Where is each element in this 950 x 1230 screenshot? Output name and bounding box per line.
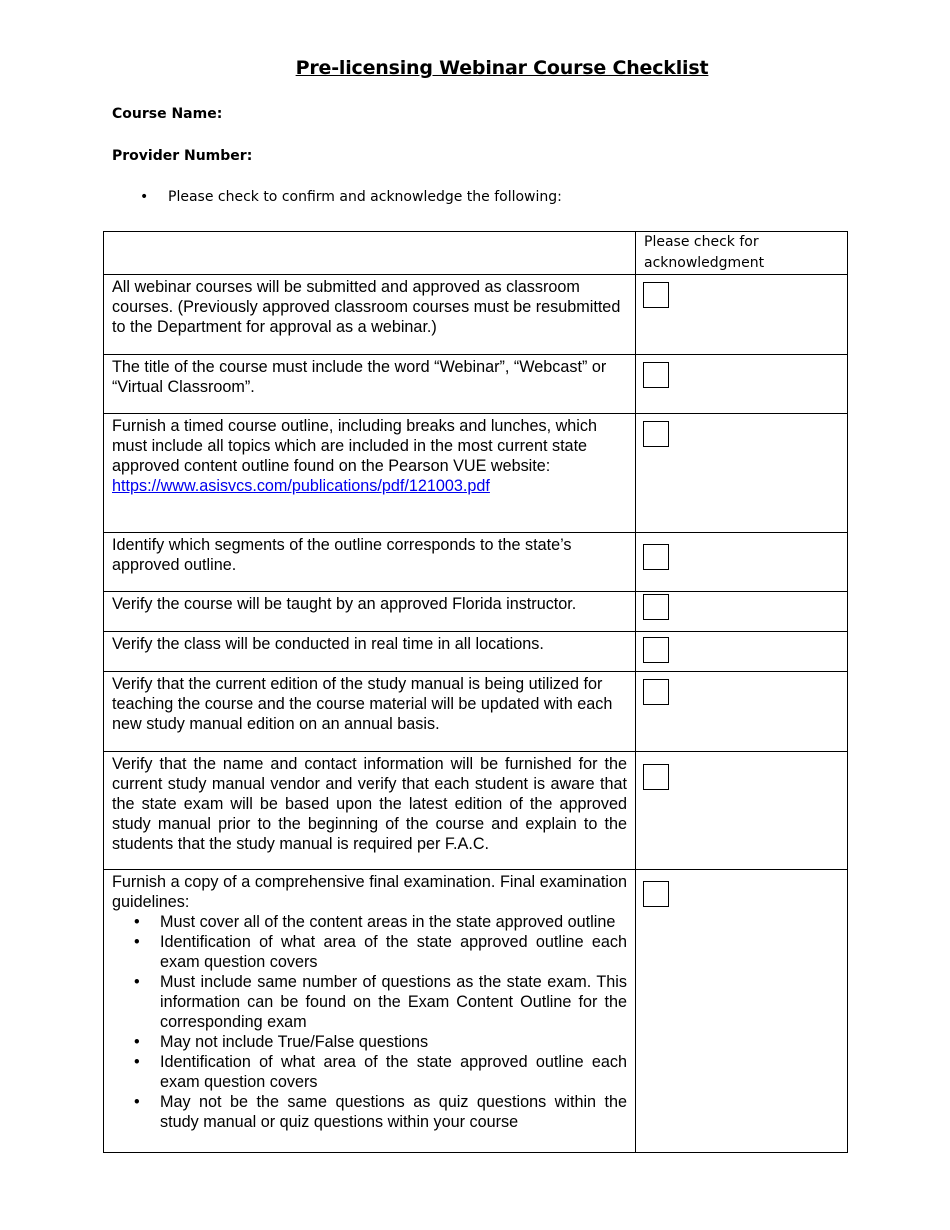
acknowledge-checkbox[interactable]: [643, 282, 669, 308]
row-text: Identify which segments of the outline corresponds to the state’s approved outline.: [104, 533, 636, 592]
exam-guidelines-list: [112, 912, 627, 1132]
table-row: [104, 752, 848, 870]
row-check-cell: [636, 592, 848, 632]
list-item: • Identification of what area of the state approved outline each exam question covers: [160, 1052, 627, 1092]
acknowledge-checkbox[interactable]: [643, 679, 669, 705]
acknowledge-checkbox[interactable]: [643, 594, 669, 620]
row-text: The title of the course must include the word “Webinar”, “Webcast” or “Virtual Classroom”.: [104, 355, 636, 414]
row-check-cell: [636, 275, 848, 355]
intro-text: Please check to confirm and acknowledge the following:: [168, 189, 562, 205]
table-row: [104, 533, 848, 592]
row-text: Verify the class will be conducted in real time in all locations.: [104, 632, 636, 672]
table-header-row: [104, 232, 848, 275]
checklist-table: [103, 231, 848, 1153]
row-text: Furnish a timed course outline, including breaks and lunches, which must include all topics which are included in the most current state approved content outline found on the Pearson VUE website:: [112, 417, 597, 475]
row-text: Verify that the name and contact information will be furnished for the current study manual vendor and verify that each student is aware that the state exam will be based upon the latest edition of the approved study manual prior to the beginning of the course and explain to the students that the study manual is required per F.A.C.: [104, 752, 636, 870]
header-check-cell: [636, 232, 848, 275]
list-item: • Must cover all of the content areas in the state approved outline: [160, 912, 627, 932]
course-name-label: Course Name:: [112, 106, 223, 122]
acknowledge-checkbox[interactable]: [643, 421, 669, 447]
table-row: [104, 672, 848, 752]
provider-number-label: Provider Number:: [112, 148, 253, 164]
page-title: Pre-licensing Webinar Course Checklist: [295, 57, 709, 79]
row-check-cell: [636, 752, 848, 870]
header-description-cell: [104, 232, 636, 275]
row-text: Verify the course will be taught by an approved Florida instructor.: [104, 592, 636, 632]
header-check-label: Please check for acknowledgment: [644, 234, 765, 271]
row-text: Furnish a copy of a comprehensive final examination. Final examination guidelines:: [112, 873, 627, 911]
table-row: [104, 592, 848, 632]
row-text-cell: [104, 414, 636, 533]
acknowledge-checkbox[interactable]: [643, 764, 669, 790]
list-item: • Identification of what area of the state approved outline each exam question covers: [160, 932, 627, 972]
table-row: [104, 870, 848, 1153]
row-check-cell: [636, 533, 848, 592]
row-check-cell: [636, 672, 848, 752]
pearson-outline-link[interactable]: https://www.asisvcs.com/publications/pdf/121003.pdf: [112, 477, 490, 495]
list-item: • May not include True/False questions: [160, 1032, 627, 1052]
table-row: [104, 414, 848, 533]
acknowledge-checkbox[interactable]: [643, 362, 669, 388]
acknowledge-checkbox[interactable]: [643, 881, 669, 907]
table-row: [104, 632, 848, 672]
bullet-icon: •: [140, 189, 149, 205]
table-row: [104, 275, 848, 355]
row-text-cell: [104, 870, 636, 1153]
row-check-cell: [636, 632, 848, 672]
acknowledge-checkbox[interactable]: [643, 637, 669, 663]
row-text: Verify that the current edition of the study manual is being utilized for teaching the course and the course material will be updated with each new study manual edition on an annual basis.: [104, 672, 636, 752]
row-text: All webinar courses will be submitted and approved as classroom courses. (Previously approved classroom courses must be resubmitted to the Department for approval as a webinar.): [104, 275, 636, 355]
intro-instruction: [140, 189, 562, 205]
row-check-cell: [636, 355, 848, 414]
acknowledge-checkbox[interactable]: [643, 544, 669, 570]
list-item: • Must include same number of questions as the state exam. This information can be found on the Exam Content Outline for the corresponding exam: [160, 972, 627, 1032]
table-row: [104, 355, 848, 414]
list-item: • May not be the same questions as quiz questions within the study manual or quiz questions within your course: [160, 1092, 627, 1132]
row-check-cell: [636, 414, 848, 533]
row-check-cell: [636, 870, 848, 1153]
